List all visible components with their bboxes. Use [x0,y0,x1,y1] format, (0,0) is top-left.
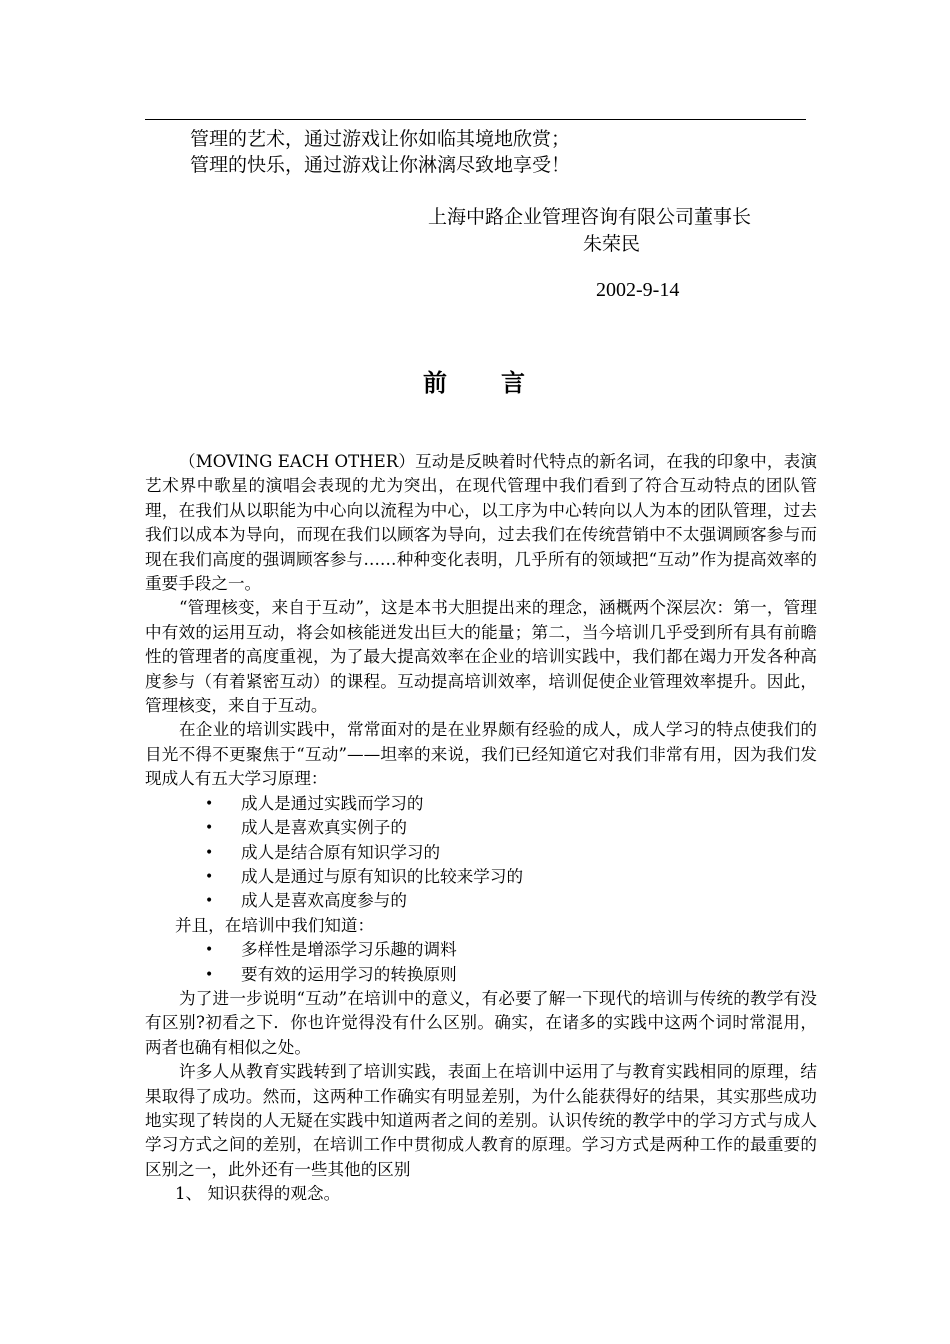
list-item: • 成人是喜欢高度参与的 [205,889,817,913]
top-rule [145,119,806,120]
paragraph-4: 为了进一步说明“互动”在培训中的意义，有必要了解一下现代的培训与传统的教学有没有区别?初看之下．你也许觉得没有什么区别。确实，在诸多的实践中这两个词时常混用，两者也确有相似之处。 [145,988,817,1057]
list-item: • 成人是通过实践而学习的 [205,792,817,816]
title-char-2: 言 [501,368,525,397]
also-intro: 并且，在培训中我们知道： [175,915,375,935]
bullet-icon: • [205,795,214,812]
preface-body [145,450,817,1207]
paragraph-3: 在企业的培训实践中，常常面对的是在业界颇有经验的成人，成人学习的特点使我们的目光不得不更聚焦于“互动”——坦率的来说，我们已经知道它对我们非常有用，因为我们发现成人有五大学习原理： [145,720,817,789]
bullet-icon: • [205,893,214,910]
title-char-1: 前 [423,368,447,397]
list-item: • 成人是通过与原有知识的比较来学习的 [205,865,817,889]
list-item: • 要有效的运用学习的转换原则 [205,963,817,987]
motto-line-1: 管理的艺术，通过游戏让你如临其境地欣赏； [190,128,571,150]
item-text: 知识获得的观念。 [207,1184,341,1204]
bullet-icon: • [205,868,214,885]
page-title [423,363,525,398]
motto-line-2: 管理的快乐，通过游戏让你淋漓尽致地享受！ [190,154,571,176]
author-name: 朱荣民 [583,233,641,255]
list-item: • 成人是结合原有知识学习的 [205,841,817,865]
bullet-icon: • [205,966,214,983]
numbered-item-1 [145,1182,817,1206]
list-item: • 成人是喜欢真实例子的 [205,816,817,840]
paragraph-1: （MOVING EACH OTHER）互动是反映着时代特点的新名词，在我的印象中，表演艺术界中歌星的演唱会表现的尤为突出，在现代管理中我们看到了符合互动特点的团队管理，在我们从以职能为中心向以流程为中心，以工序为中心转向以人为本的团队管理，过去我们以成本为导向，而现在我们以顾客为导向，过去我们在传统营销中不太强调顾客参与而现在我们高度的强调顾客参与……种种变化表明，几乎所有的领域把“互动”作为提高效率的重要手段之一。 [145,452,817,594]
bullet-icon: • [205,844,214,861]
paragraph-5: 许多人从教育实践转到了培训实践，表面上在培训中运用了与教育实践相同的原理，结果取得了成功。然而，这两种工作确实有明显差别，为什么能获得好的结果，其实那些成功地实现了转岗的人无疑在实践中知道两者之间的差别。认识传统的教学中的学习方式与成人学习方式之间的差别，在培训工作中贯彻成人教育的原理。学习方式是两种工作的最重要的区别之一，此外还有一些其他的区别 [145,1062,817,1179]
paragraph-2: “管理核变，来自于互动”，这是本书大胆提出来的理念，涵概两个深层次：第一，管理中有效的运用互动，将会如核能迸发出巨大的能量；第二，当今培训几乎受到所有具有前瞻性的管理者的高度重视，为了最大提高效率在企业的培训实践中，我们都在竭力开发各种高度参与（有着紧密互动）的课程。互动提高培训效率，培训促使企业管理效率提升。因此，管理核变，来自于互动。 [145,598,817,716]
bullet-icon: • [205,820,214,837]
bullet-icon: • [205,942,214,959]
list-item: • 多样性是增添学习乐趣的调料 [205,938,817,962]
date: 2002-9-14 [596,279,680,301]
also-list [145,938,817,987]
item-number: 1、 [175,1184,203,1204]
principles-list [145,792,817,914]
company-title: 上海中路企业管理咨询有限公司董事长 [428,206,752,228]
